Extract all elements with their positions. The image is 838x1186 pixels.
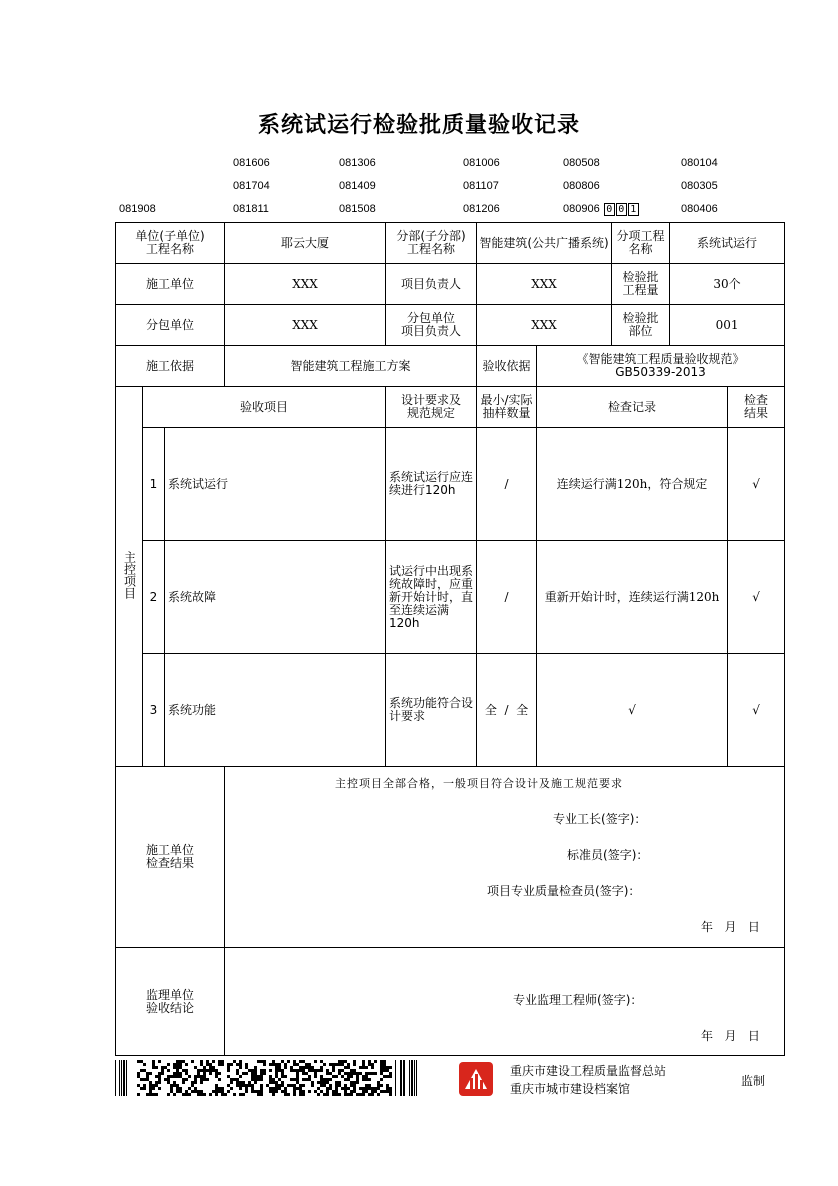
item-no: 3: [143, 654, 165, 767]
subitem-label: 分项工程 名称: [612, 223, 670, 264]
sub-label: 分包单位: [116, 305, 225, 346]
footer: [115, 1060, 784, 1098]
code: 081606: [233, 157, 270, 169]
header-row-3: [116, 305, 785, 346]
code: 081908: [119, 203, 156, 215]
col-req: 设计要求及 规范规定: [386, 387, 477, 428]
item-record: √: [537, 654, 728, 767]
item-name: 系统试运行: [165, 428, 386, 541]
basis-value: 智能建筑工程施工方案: [225, 346, 477, 387]
sub-value: XXX: [225, 305, 386, 346]
code: 080906: [563, 203, 600, 215]
subitem-value: 系统试运行: [670, 223, 785, 264]
item-req: 试运行中出现系统故障时，应重新开始计时，直至连续运满120h: [386, 541, 477, 654]
supervision-row: [116, 948, 785, 1056]
code: 081704: [233, 180, 270, 192]
item-no: 2: [143, 541, 165, 654]
item-sample: /: [477, 541, 537, 654]
item-sample: 全 / 全: [477, 654, 537, 767]
logo-icon: [459, 1062, 493, 1096]
check-conclusion: 主控项目全部合格，一般项目符合设计及施工规范要求: [335, 777, 624, 790]
batch-part-value: 001: [670, 305, 785, 346]
batch-number-boxes: [604, 203, 640, 216]
page-title: 系统试运行检验批质量验收记录: [257, 112, 580, 138]
item-sample: /: [477, 428, 537, 541]
code: 080305: [681, 180, 718, 192]
code: 081306: [339, 157, 376, 169]
supervision-label: 监理单位 验收结论: [116, 948, 225, 1056]
col-record: 检查记录: [537, 387, 728, 428]
item-result: √: [728, 428, 785, 541]
code: 080406: [681, 203, 718, 215]
table-row: [116, 541, 785, 654]
accept-basis-value: 《智能建筑工程质量验收规范》 GB50339-2013: [537, 346, 785, 387]
item-record: 重新开始计时，连续运行满120h: [537, 541, 728, 654]
supervisor-sign-label: 专业监理工程师(签字)：: [513, 993, 643, 1007]
unit-label: 单位(子单位) 工程名称: [116, 223, 225, 264]
item-req: 系统试运行应连续进行120h: [386, 428, 477, 541]
item-name: 系统功能: [165, 654, 386, 767]
code: 081811: [233, 203, 269, 215]
division-label: 分部(子分部) 工程名称: [386, 223, 477, 264]
standard-sign-label: 标准员(签字)：: [567, 848, 649, 862]
org-supervision-station: 重庆市建设工程质量监督总站: [510, 1064, 667, 1078]
col-result: 检查 结果: [728, 387, 785, 428]
inspection-form: [115, 222, 785, 1056]
code: 080508: [563, 157, 600, 169]
code: 081206: [463, 203, 500, 215]
code: 081006: [463, 157, 500, 169]
supervised-label: 监制: [741, 1074, 766, 1088]
pm-value: XXX: [477, 264, 612, 305]
col-sample: 最小/实际 抽样数量: [477, 387, 537, 428]
code-with-boxes: [563, 203, 640, 216]
item-name: 系统故障: [165, 541, 386, 654]
main-control-cell: [116, 387, 143, 767]
inspector-sign-label: 项目专业质量检查员(签字)：: [487, 884, 641, 898]
code: 080104: [681, 157, 718, 169]
unit-value: 耶云大厦: [225, 223, 386, 264]
batch-qty-value: 30个: [670, 264, 785, 305]
foreman-sign-label: 专业工长(签字)：: [553, 812, 647, 826]
construction-check-row: [116, 767, 785, 948]
item-no: 1: [143, 428, 165, 541]
columns-row: [116, 387, 785, 428]
sub-pm-value: XXX: [477, 305, 612, 346]
check-date: 年 月 日: [701, 920, 760, 934]
box-digit: 0: [616, 203, 627, 216]
item-record: 连续运行满120h，符合规定: [537, 428, 728, 541]
sub-pm-label: 分包单位 项目负责人: [386, 305, 477, 346]
header-row-4: [116, 346, 785, 387]
col-item: 验收项目: [143, 387, 386, 428]
table-row: [116, 654, 785, 767]
supervision-date: 年 月 日: [701, 1029, 760, 1043]
header-row-2: [116, 264, 785, 305]
code: 081107: [463, 180, 499, 192]
batch-qty-label: 检验批 工程量: [612, 264, 670, 305]
main-control-label: 主控项目: [122, 551, 137, 599]
constructor-label: 施工单位: [116, 264, 225, 305]
division-value: 智能建筑(公共广播系统): [477, 223, 612, 264]
code: 081409: [339, 180, 376, 192]
construction-check-label: 施工单位 检查结果: [116, 767, 225, 948]
batch-part-label: 检验批 部位: [612, 305, 670, 346]
org-archives: 重庆市城市建设档案馆: [510, 1082, 631, 1096]
table-row: [116, 428, 785, 541]
construction-check-area: [225, 767, 785, 948]
box-digit: 1: [628, 203, 639, 216]
header-row-1: [116, 223, 785, 264]
code: 080806: [563, 180, 600, 192]
basis-label: 施工依据: [116, 346, 225, 387]
accept-basis-label: 验收依据: [477, 346, 537, 387]
code: 081508: [339, 203, 376, 215]
item-result: √: [728, 541, 785, 654]
item-result: √: [728, 654, 785, 767]
supervision-area: [225, 948, 785, 1056]
barcode-image: [115, 1060, 420, 1096]
pm-label: 项目负责人: [386, 264, 477, 305]
item-req: 系统功能符合设计要求: [386, 654, 477, 767]
constructor-value: XXX: [225, 264, 386, 305]
box-digit: 0: [604, 203, 615, 216]
